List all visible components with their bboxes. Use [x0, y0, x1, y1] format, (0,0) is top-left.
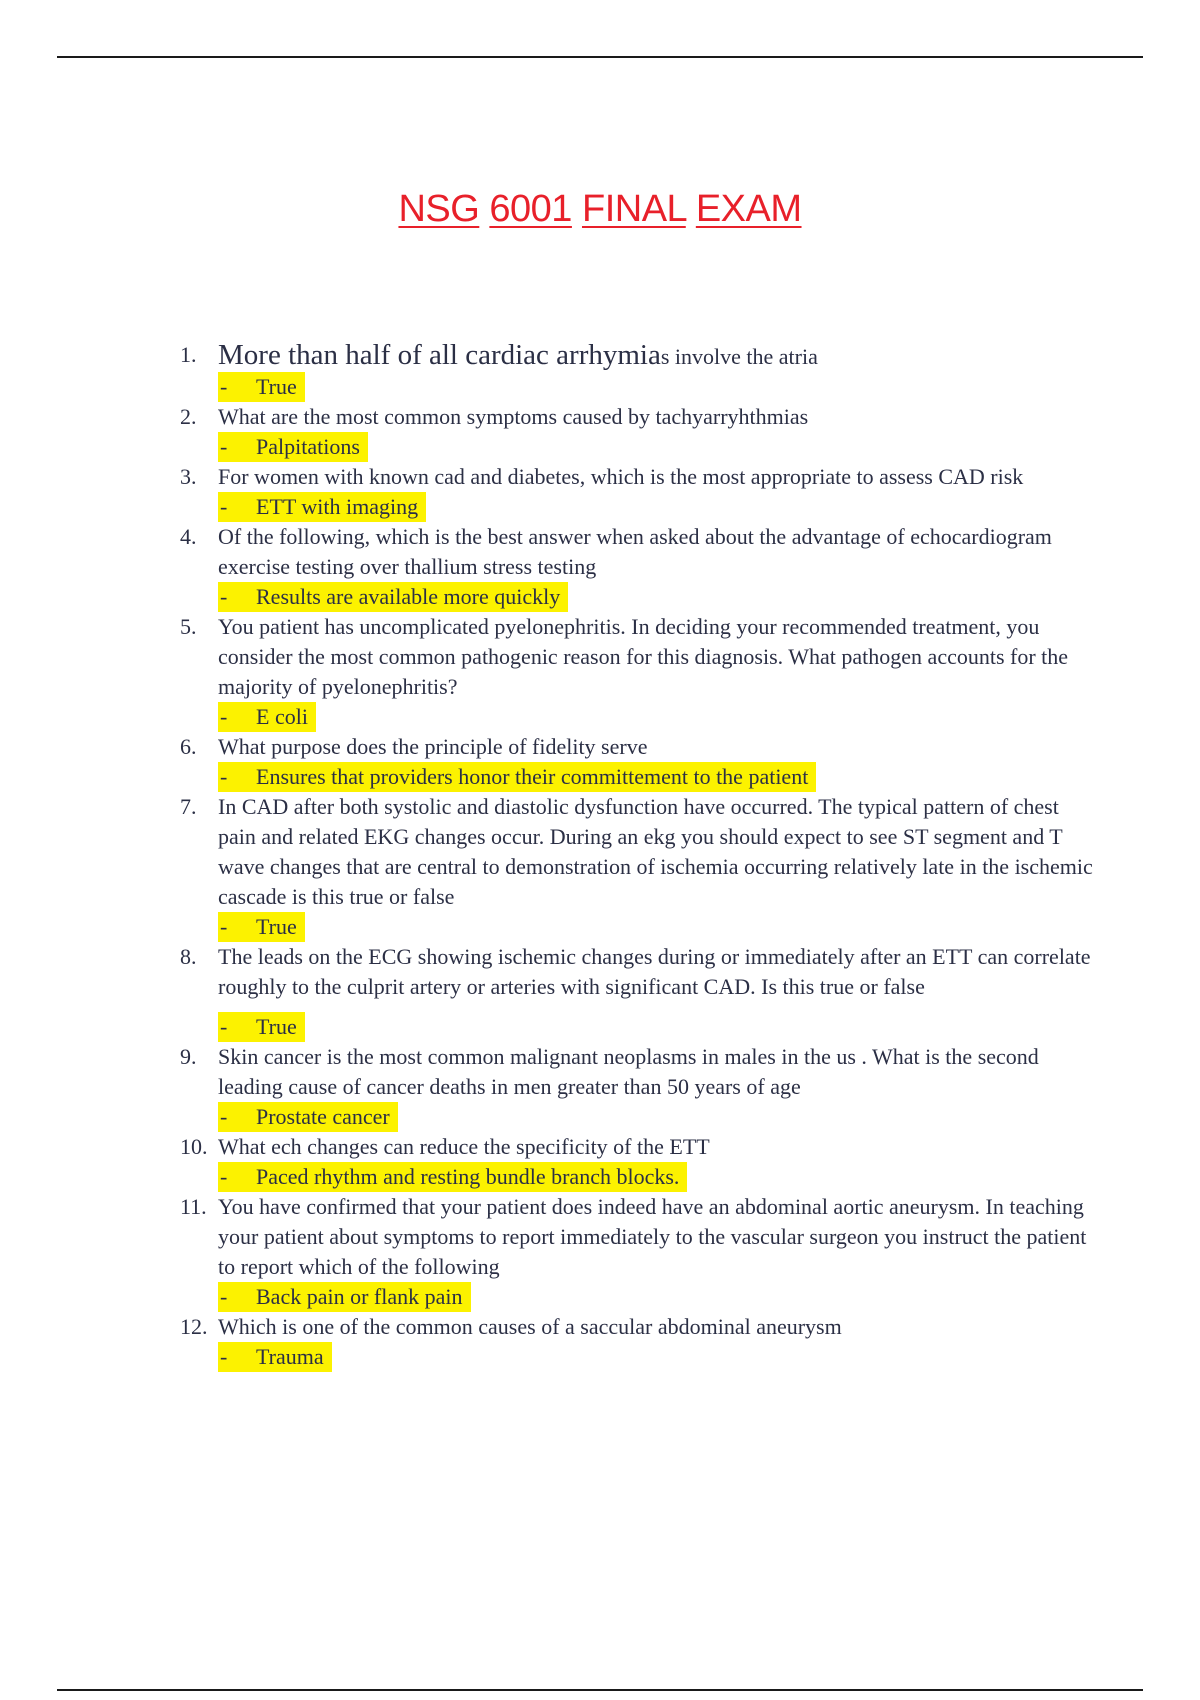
question-item [180, 792, 1100, 942]
answer-highlight [218, 1102, 398, 1132]
question-text: In CAD after both systolic and diastolic dysfunction have occurred. The typical pattern of chest pain and related EKG changes occur. During an ekg you should expect to see ST segment and T wave changes that are central to demonstration of ischemia occurring relatively late in the ischemic cascade is this true or false [218, 794, 1093, 909]
answer-highlight [218, 432, 368, 462]
question-text: Which is one of the common causes of a saccular abdominal aneurysm [218, 1314, 842, 1339]
answer-highlight [218, 1342, 332, 1372]
answer-marker: - [220, 1284, 228, 1309]
answer-highlight [218, 1282, 471, 1312]
question-number: 5. [180, 614, 197, 639]
question-item [180, 942, 1100, 1042]
question-text: What are the most common symptoms caused by tachyarryhthmias [218, 404, 809, 429]
answer-marker: - [220, 914, 228, 939]
question-text: Skin cancer is the most common malignant neoplasms in males in the us . What is the second leading cause of cancer deaths in men greater than 50 years of age [218, 1044, 1039, 1099]
question-number: 7. [180, 794, 197, 819]
answer-text: True [256, 1014, 297, 1039]
question-number: 10. [180, 1134, 208, 1159]
answer-marker: - [220, 1014, 228, 1039]
answer-highlight [218, 372, 305, 402]
question-item [180, 612, 1100, 732]
question-number: 3. [180, 464, 197, 489]
answer-text: Trauma [256, 1344, 324, 1369]
question-item [180, 522, 1100, 612]
title-word-4: EXAM [695, 188, 802, 230]
question-text: What ech changes can reduce the specificity of the ETT [218, 1134, 710, 1159]
question-text: Of the following, which is the best answer when asked about the advantage of echocardiogram exercise testing over thallium stress testing [218, 524, 1052, 579]
question-text-lead: More than half of all cardiac arrhymia [218, 339, 661, 371]
answer-highlight [218, 492, 426, 522]
answer-text: Palpitations [256, 434, 360, 459]
answer-text: ETT with imaging [256, 494, 419, 519]
question-number: 6. [180, 734, 197, 759]
answer-highlight [218, 582, 568, 612]
question-item [180, 732, 1100, 792]
answer-highlight [218, 912, 305, 942]
answer-marker: - [220, 374, 228, 399]
answer-text: Prostate cancer [256, 1104, 390, 1129]
answer-marker: - [220, 764, 228, 789]
question-text: What purpose does the principle of fidelity serve [218, 734, 648, 759]
answer-marker: - [220, 1104, 228, 1129]
question-item [180, 1132, 1100, 1192]
question-number: 4. [180, 524, 197, 549]
answer-text: E coli [256, 704, 308, 729]
answer-text: True [256, 374, 297, 399]
answer-text: True [256, 914, 297, 939]
answer-highlight [218, 762, 816, 792]
top-rule [57, 56, 1143, 58]
answer-highlight [218, 1162, 687, 1192]
question-number: 1. [180, 342, 197, 367]
question-text: You patient has uncomplicated pyelonephritis. In deciding your recommended treatment, you consider the most common pathogenic reason for this diagnosis. What pathogen accounts for the majority of pyelonephritis? [218, 614, 1069, 699]
question-item [180, 1312, 1100, 1372]
question-item [180, 1042, 1100, 1132]
question-item [180, 340, 1100, 402]
question-list [180, 340, 1100, 1372]
answer-marker: - [220, 1164, 228, 1189]
answer-marker: - [220, 494, 228, 519]
question-number: 12. [180, 1314, 208, 1339]
answer-marker: - [220, 704, 228, 729]
title-word-3: FINAL [581, 188, 686, 230]
question-number: 8. [180, 944, 197, 969]
title-word-2: 6001 [489, 188, 572, 230]
question-item [180, 1192, 1100, 1312]
answer-marker: - [220, 584, 228, 609]
page-title [0, 188, 1200, 231]
question-number: 2. [180, 404, 197, 429]
question-number: 9. [180, 1044, 197, 1069]
question-text [218, 340, 1100, 372]
answer-highlight [218, 1012, 305, 1042]
answer-text: Back pain or flank pain [256, 1284, 463, 1309]
question-text: The leads on the ECG showing ischemic changes during or immediately after an ETT can correlate roughly to the culprit artery or arteries with significant CAD. Is this true or false [218, 944, 1091, 999]
bottom-rule [57, 1689, 1143, 1691]
answer-highlight [218, 702, 316, 732]
title-word-1: NSG [398, 188, 480, 230]
question-number: 11. [180, 1194, 207, 1219]
answer-marker: - [220, 434, 228, 459]
question-item [180, 402, 1100, 462]
answer-text: Paced rhythm and resting bundle branch blocks. [256, 1164, 680, 1189]
answer-marker: - [220, 1344, 228, 1369]
answer-text: Results are available more quickly [256, 584, 561, 609]
question-text-rest: s involve the atria [660, 344, 818, 369]
answer-text: Ensures that providers honor their committement to the patient [256, 764, 809, 789]
question-item [180, 462, 1100, 522]
question-text: You have confirmed that your patient does indeed have an abdominal aortic aneurysm. In teaching your patient about symptoms to report immediately to the vascular surgeon you instruct the patient to report which of the following [218, 1194, 1087, 1279]
question-text: For women with known cad and diabetes, which is the most appropriate to assess CAD risk [218, 464, 1024, 489]
